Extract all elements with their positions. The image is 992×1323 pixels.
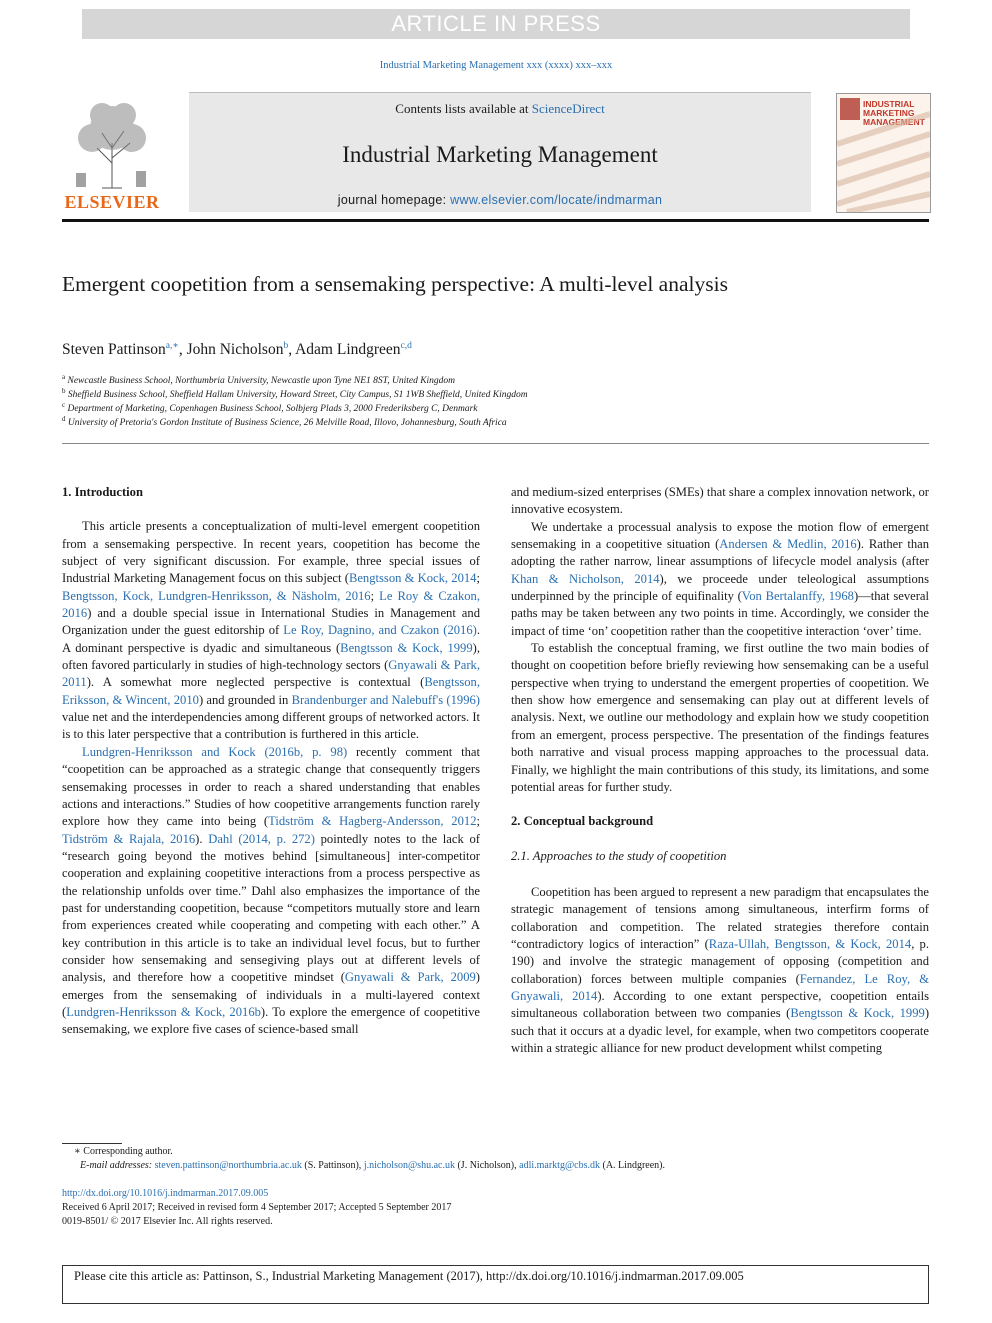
citation-link[interactable]: Fernandez, Le Roy, & Gnyawali, 2014 — [511, 971, 929, 1003]
text-run: ) emerges from the sensemaking of individuals in a multi-layered context ( — [62, 970, 480, 1019]
author-affil-mark[interactable]: b — [283, 341, 289, 351]
email-link[interactable]: steven.pattinson@northumbria.ac.uk — [154, 1160, 302, 1171]
header-rule — [62, 219, 929, 222]
affiliation: $^c$ Department of Marketing, Copenhagen Business School, Solbjerg Plads 3, 2000 Frederiksberg C, Denmark — [62, 401, 478, 415]
contents-line — [189, 101, 811, 117]
corresponding-author-note: ∗ Corresponding author. — [74, 1146, 173, 1157]
citation-link[interactable]: Lundgren-Henriksson and Kock (2016b, p. 98) — [82, 744, 348, 759]
text-run: )—that several paths may be taken between any two points in time. Accordingly, we consider the impact of time ‘on’ coopetition rather than the coopetitive interaction ‘over’ time. — [511, 589, 929, 638]
citation-link[interactable]: Bengtsson & Kock, 1999 — [340, 640, 473, 655]
citation-link[interactable]: Bengtsson & Kock, 1999 — [790, 1006, 925, 1021]
journal-cover-thumbnail — [836, 93, 931, 213]
citation-link[interactable]: Bengtsson, Eriksson, & Wincent, 2010 — [62, 675, 480, 707]
citation-link[interactable]: Raza-Ullah, Bengtsson, & Kock, 2014 — [708, 936, 912, 951]
text-run: ), we proceede under teleological assumptions underpinned by the principle of equifinality ( — [511, 571, 929, 604]
contents-prefix: Contents lists available at — [395, 101, 532, 116]
section-heading: 1. Introduction — [62, 485, 143, 499]
citation-link[interactable]: Tidström & Rajala, 2016 — [62, 831, 196, 846]
author-name: Steven Pattinson — [62, 341, 166, 359]
author-affil-mark[interactable]: c,d — [400, 341, 412, 351]
author-list: Steven Pattinson$^{a,∗}$, John Nicholson$^b$, Adam Lindgreen$^{c,d}$ — [62, 341, 412, 359]
citation-link[interactable]: Brandenburger and Nalebuff's (1996) — [291, 692, 480, 707]
text-run: ) and grounded in — [198, 692, 292, 707]
text-run: ), often favored particularly in studies of high-technology sectors ( — [62, 640, 480, 673]
journal-reference[interactable]: Industrial Marketing Management xxx (xxxx) xxx–xxx — [379, 60, 613, 71]
affiliation-rule — [62, 443, 929, 444]
email-link[interactable]: j.nicholson@shu.ac.uk — [363, 1160, 455, 1171]
citation-link[interactable]: Bengtsson & Kock, 2014 — [348, 571, 477, 586]
text-run: This article presents a conceptualization of multi-level emergent coopetition from a sensemaking perspective. In recent years, coopetition has become the subject of very significant discussion. For example, three special issues of Industrial Marketing Management focus on this subject ( — [62, 519, 480, 586]
homepage-line — [189, 193, 811, 207]
text-run: pointedly notes to the lack of “research going beyond the motives behind [simultaneous] inter-competitor cooperation and explaining coopetitive interactions from a process perspective as the relationship unfolds over time.” Dahl also emphasizes the importance of the past for understanding coopetition, because “competitors mutually store and learn from experiences created while cooperating and competing with each other.” A key contribution in this article is to take an individual level focus, but to further consider how sensemaking and sensegiving plays out at different levels of analysis, and therefore how a coopetitive mindset ( — [62, 831, 480, 985]
citation-link[interactable]: Tidström & Hagberg-Andersson, 2012 — [268, 814, 477, 829]
citation-link[interactable]: Von Bertalanffy, 1968 — [741, 589, 854, 604]
text-run: ; — [370, 588, 380, 603]
doi-link[interactable]: http://dx.doi.org/10.1016/j.indmarman.2017.09.005 — [62, 1188, 269, 1199]
homepage-link[interactable]: www.elsevier.com/locate/indmarman — [450, 193, 663, 207]
copyright: 0019-8501/ © 2017 Elsevier Inc. All rights reserved. — [62, 1216, 273, 1227]
right-column — [511, 484, 929, 1057]
citation-link[interactable]: Dahl (2014, p. 272) — [208, 831, 315, 846]
elsevier-wordmark: ELSEVIER — [64, 192, 160, 212]
section-heading: 2. Conceptual background — [511, 814, 654, 829]
paragraph — [511, 484, 929, 519]
text-run: ). According to one extant perspective, coopetition entails simultaneous collaboration between two companies ( — [511, 988, 929, 1021]
citation-link[interactable]: Gnyawali & Park, 2011 — [62, 658, 480, 690]
email-label: E-mail addresses: — [80, 1160, 153, 1171]
author-affil-mark[interactable]: a,∗ — [165, 341, 179, 351]
citation-link[interactable]: Bengtsson, Kock, Lundgren-Henriksson, & Näsholm, 2016 — [62, 588, 371, 603]
sciencedirect-link[interactable]: ScienceDirect — [531, 101, 605, 116]
author-name: Adam Lindgreen — [295, 341, 401, 359]
text-run: and medium-sized enterprises (SMEs) that share a complex innovation network, or innovative ecosystem. — [511, 485, 929, 517]
text-run: ). Rather than adopting the rather narrow, linear assumptions of lifecycle model analysis (after — [511, 537, 929, 569]
text-run: value net and the interdependencies among different groups of networked actors. It is to this later perspective that a contribution is furthered in this article. — [62, 710, 481, 742]
email-link[interactable]: adli.marktg@cbs.dk — [519, 1160, 600, 1171]
left-column — [62, 484, 480, 1039]
affiliation: $^b$ Sheffield Business School, Sheffield Hallam University, Howard Street, City Campus, S1 1WB Sheffield, United Kingdom — [62, 387, 528, 401]
received-dates: Received 6 April 2017; Received in revised form 4 September 2017; Accepted 5 September 2017 — [62, 1202, 452, 1213]
text-run: ; — [476, 571, 480, 586]
paragraph — [62, 744, 480, 1039]
text-run: ) such that it occurs at a dyadic level, for example, when two competitors cooperate within a strategic alliance for new product development whilst competing — [511, 1006, 930, 1055]
citation-link[interactable]: Andersen & Medlin, 2016 — [719, 537, 857, 552]
text-run: ; — [476, 814, 480, 829]
text-run: We undertake a processual analysis to expose the motion flow of emergent sensemaking in a coopetitive situation ( — [511, 519, 929, 552]
affiliation: $^d$ University of Pretoria's Gordon Institute of Business Science, 26 Melville Road, Illovo, Johannesburg, South Africa — [62, 415, 507, 429]
text-run: , p. 190) and involve the strategic management of opposing (competition and collaboration) forces between multiple companies ( — [511, 936, 929, 986]
footnote-rule — [62, 1143, 122, 1144]
article-in-press-banner: ARTICLE IN PRESS — [82, 9, 910, 39]
email-addresses: E-mail addresses: steven.pattinson@northumbria.ac.uk (S. Pattinson), j.nicholson@shu.ac.uk (J. Nicholson), adli.marktg@cbs.dk (A. Lindgreen). — [80, 1160, 665, 1171]
text-run: Coopetition has been argued to represent a new paradigm that encapsulates the strategic management of tensions among simultaneous, interfirm forms of collaboration and competition. The related strategies therefore contain “contradictory logics of interaction” ( — [511, 884, 929, 951]
affiliation: $^a$ Newcastle Business School, Northumbria University, Newcastle upon Tyne NE1 8ST, United Kingdom — [62, 373, 456, 387]
citation-link[interactable]: Le Roy & Czakon, 2016 — [62, 588, 481, 621]
text-run: ) and a double special issue in International Studies in Management and Organization under the guest editorship of — [62, 606, 480, 638]
citation-link[interactable]: Le Roy, Dagnino, and Czakon (2016) — [283, 623, 477, 638]
citation-link[interactable]: Lundgren-Henriksson & Kock, 2016b — [66, 1004, 261, 1019]
text-run: ). — [195, 831, 209, 846]
paragraph — [511, 519, 929, 640]
cover-pattern-icon — [837, 94, 930, 212]
text-run: ). To explore the emergence of coopetitive sensemaking, we explore five cases of science-based small — [62, 1004, 480, 1037]
cover-title: INDUSTRIAL MARKETING MANAGEMENT — [863, 99, 925, 127]
paragraph — [62, 518, 480, 743]
text-run: To establish the conceptual framing, we first outline the two main bodies of thought on coopetition before briefly reviewing how sensemaking can be a useful perspective when trying to understand the emergent properties of coopetition. We then show how emergence and sensemaking can play out at different levels of analysis. Next, we outline our methodology and explain how we study coopetition from an emergent, process perspective. The presentation of the findings features both narrative and visual process mapping approaches to the processual data. Finally, we highlight the main contributions of this study, its limitations, and some potential areas for further study. — [511, 641, 929, 794]
author-name: John Nicholson — [186, 341, 284, 359]
subsection-heading: 2.1. Approaches to the study of coopetition — [511, 848, 727, 863]
cite-text: Please cite this article as: Pattinson, S., Industrial Marketing Management (2017), http://dx.doi.org/10.1016/j.indmarman.2017.09.005 — [74, 1269, 744, 1283]
homepage-prefix: journal homepage: — [337, 193, 451, 207]
citation-link[interactable]: Gnyawali & Park, 2009 — [344, 970, 476, 985]
text-run: recently comment that “coopetition can be approached as a strategic change that consequently triggers sensemaking processes in order to reach a shared understanding that enables actions and interactions.” Studies of how coopetitive arrangements function rarely explore how they came into being ( — [62, 744, 480, 829]
journal-title: Industrial Marketing Management — [342, 142, 658, 167]
citation-link[interactable]: Khan & Nicholson, 2014 — [511, 571, 660, 586]
text-run: ). A somewhat more neglected perspective is contextual ( — [86, 675, 425, 690]
article-title: Emergent coopetition from a sensemaking perspective: A multi-level analysis — [62, 272, 728, 296]
text-run: . A dominant perspective is dyadic and simultaneous ( — [62, 623, 480, 655]
paragraph — [511, 640, 929, 796]
paragraph — [511, 884, 929, 1057]
